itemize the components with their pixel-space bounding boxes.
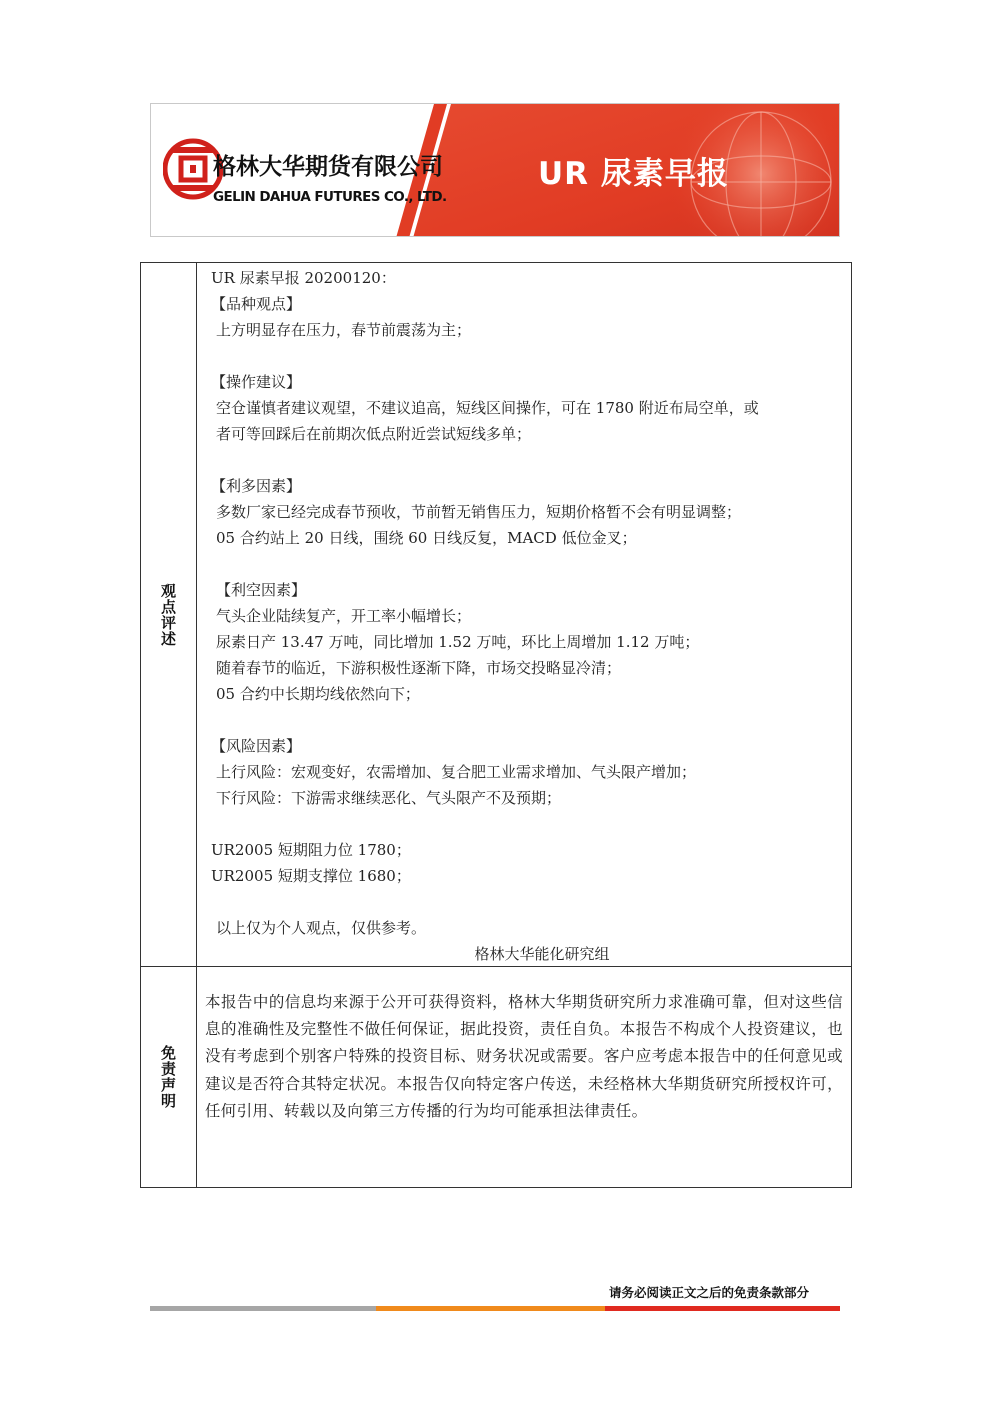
variety-line: 上方明显存在压力，春节前震荡为主；	[216, 321, 472, 339]
footer-notice: 请务必阅读正文之后的免责条款部分	[609, 1285, 810, 1300]
operation-line: 空仓谨慎者建议观望，不建议追高，短线区间操作，可在 1780 附近布局空单，或	[216, 399, 759, 417]
viewpoint-label-cell	[141, 263, 197, 966]
personal-view-note: 以上仅为个人观点，仅供参考。	[216, 919, 427, 937]
risk-line: 上行风险：宏观变好，农需增加、复合肥工业需求增加、气头限产增加；	[216, 763, 697, 781]
bearish-line: 05 合约中长期均线依然向下；	[216, 685, 420, 703]
variety-title: 【品种观点】	[211, 295, 302, 313]
company-name-en: GELIN DAHUA FUTURES CO., LTD.	[213, 189, 447, 205]
risk-line: 下行风险：下游需求继续恶化、气头限产不及预期；	[216, 789, 562, 807]
disclaimer-row	[141, 967, 851, 1187]
bullish-title: 【利多因素】	[211, 477, 302, 495]
spacer	[211, 811, 845, 837]
disclaimer-label: 免责声明	[159, 1045, 177, 1109]
bearish-line: 尿素日产 13.47 万吨，同比增加 1.52 万吨，环比上周增加 1.12 万吨；	[216, 633, 700, 651]
footer-bar-orange	[376, 1306, 605, 1311]
disclaimer-label-cell	[141, 967, 197, 1187]
viewpoint-row	[141, 263, 851, 967]
spacer	[211, 343, 845, 369]
spacer	[211, 707, 845, 733]
report-table	[140, 262, 852, 1188]
disclaimer-text: 本报告中的信息均来源于公开可获得资料，格林大华期货研究所力求准确可靠，但对这些信息的准确性及完整性不做任何保证，据此投资，责任自负。本报告不构成个人投资建议，也没有考虑到个别客户特殊的投资目标、财务状况或需要。客户应考虑本报告中的任何意见或建议是否符合其特定状况。本报告仅向特定客户传送，未经格林大华期货研究所授权许可，任何引用、转载以及向第三方传播的行为均可能承担法律责任。	[205, 993, 843, 1120]
research-group-signature: 格林大华能化研究组	[474, 945, 610, 963]
footer-bar-red	[605, 1306, 840, 1311]
spacer	[211, 551, 845, 577]
viewpoint-label: 观点评述	[159, 582, 177, 647]
report-title: UR 尿素早报	[538, 156, 729, 192]
viewpoint-content	[197, 263, 851, 966]
bullish-line: 多数厂家已经完成春节预收，节前暂无销售压力，短期价格暂不会有明显调整；	[216, 503, 742, 521]
report-date-title: UR 尿素早报 20200120：	[211, 269, 396, 287]
header-banner	[150, 103, 840, 237]
operation-line: 者可等回踩后在前期次低点附近尝试短线多单；	[216, 425, 532, 443]
footer-bar-gray	[150, 1306, 376, 1311]
spacer	[211, 447, 845, 473]
company-name-cn: 格林大华期货有限公司	[213, 154, 443, 180]
level-line: UR2005 短期阻力位 1780；	[211, 841, 411, 859]
bullish-line: 05 合约站上 20 日线，围绕 60 日线反复，MACD 低位金叉；	[216, 529, 637, 547]
disclaimer-content	[197, 967, 851, 1187]
operation-title: 【操作建议】	[211, 373, 302, 391]
spacer	[211, 889, 845, 915]
risk-title: 【风险因素】	[211, 737, 302, 755]
bearish-line: 气头企业陆续复产，开工率小幅增长；	[216, 607, 472, 625]
level-line: UR2005 短期支撑位 1680；	[211, 867, 411, 885]
bearish-line: 随着春节的临近，下游积极性逐渐下降，市场交投略显冷清；	[216, 659, 622, 677]
bearish-title: 【利空因素】	[216, 581, 307, 599]
